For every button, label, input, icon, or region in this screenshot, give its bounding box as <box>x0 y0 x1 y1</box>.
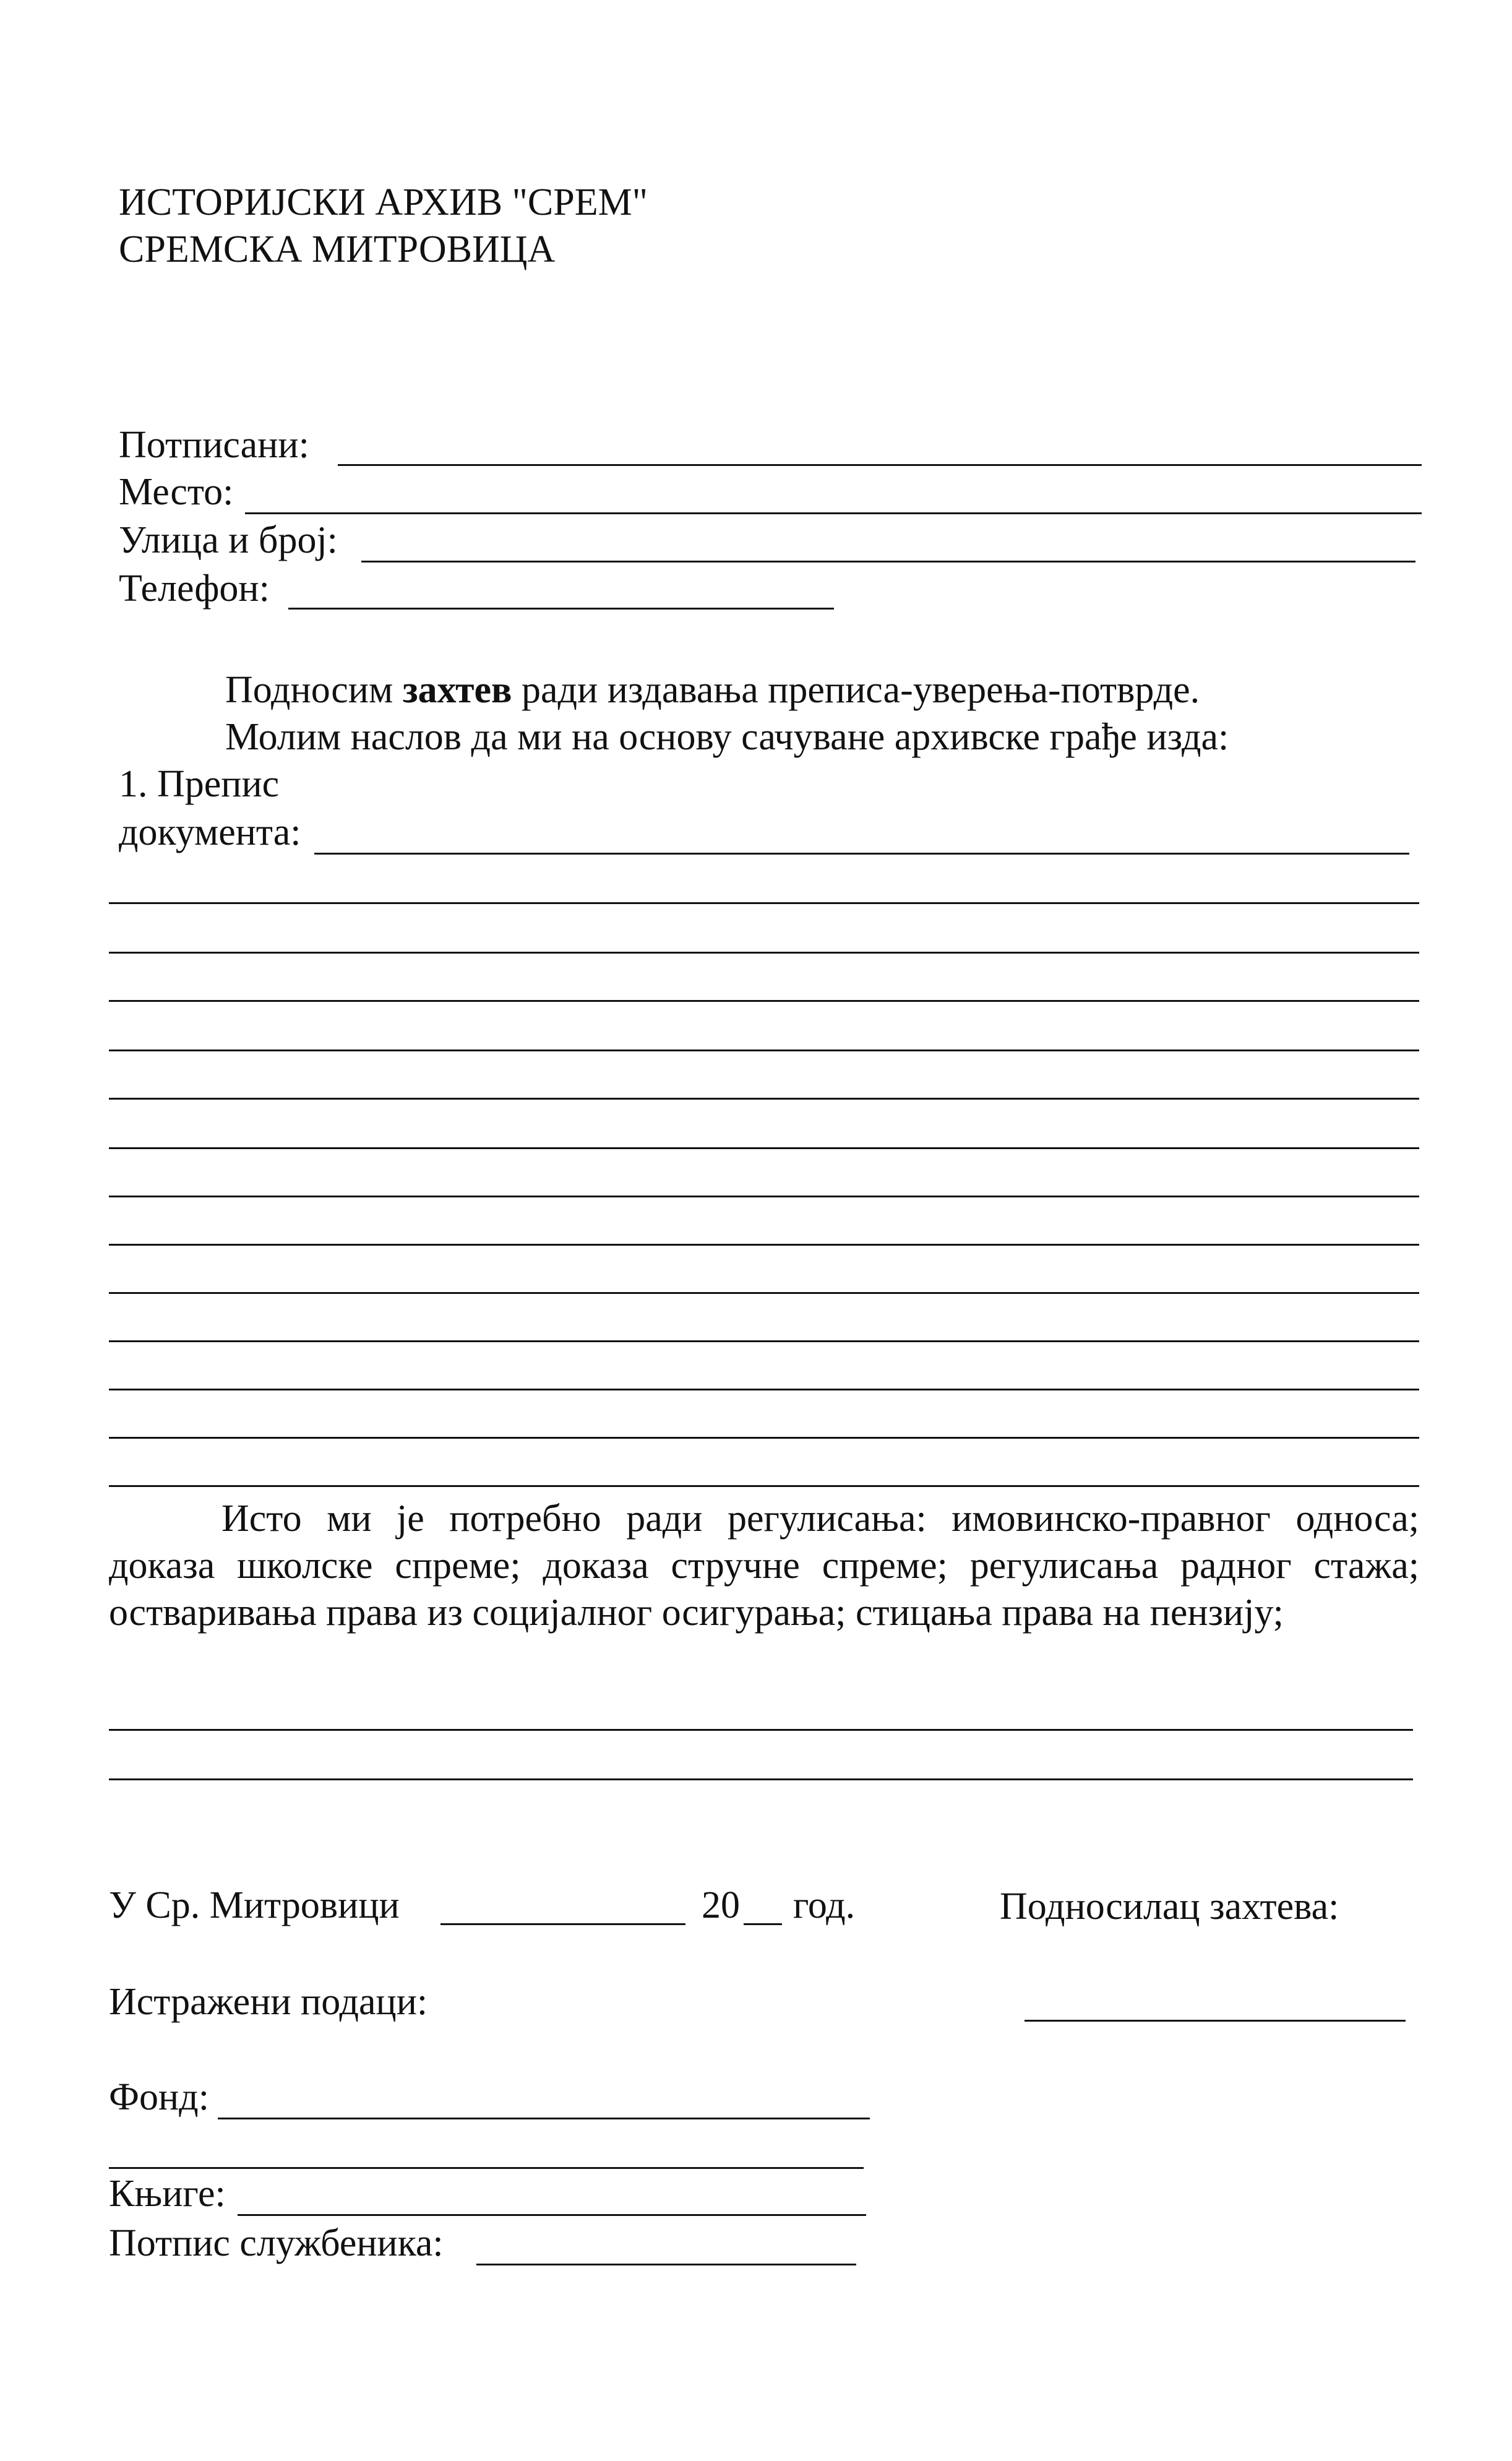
writing-line[interactable] <box>109 1292 1419 1294</box>
purpose-line[interactable] <box>109 1729 1413 1731</box>
researched-label: Истражени подаци: <box>109 1981 428 2023</box>
fond-field-extra[interactable] <box>109 2167 864 2169</box>
item-copy-label: 1. Препис <box>119 763 280 805</box>
fond-label: Фонд: <box>109 2076 209 2118</box>
applicant-signature-field[interactable] <box>1024 2020 1406 2022</box>
request-keyword: захтев <box>402 669 512 711</box>
writing-line[interactable] <box>109 902 1419 904</box>
writing-line[interactable] <box>109 1389 1419 1390</box>
writing-line[interactable] <box>109 1049 1419 1051</box>
fond-field[interactable] <box>218 2118 870 2119</box>
books-field[interactable] <box>238 2214 866 2216</box>
street-label: Улица и број: <box>119 519 338 561</box>
year-suffix: год. <box>793 1884 856 1926</box>
writing-line[interactable] <box>109 1147 1419 1149</box>
street-field[interactable] <box>361 561 1415 562</box>
writing-line[interactable] <box>109 1098 1419 1100</box>
issue-request-sentence: Молим наслов да ми на основу сачуване архивске грађе изда: <box>225 716 1229 758</box>
archive-city: СРЕМСКА МИТРОВИЦА <box>119 228 556 270</box>
document-field[interactable] <box>314 853 1409 855</box>
request-sentence: Подносим захтев ради издавања преписа-уверења-потврде. <box>225 669 1200 711</box>
writing-line[interactable] <box>109 952 1419 954</box>
writing-line[interactable] <box>109 1485 1419 1487</box>
archive-name: ИСТОРИЈСКИ АРХИВ "СРЕМ" <box>119 181 648 223</box>
writing-line[interactable] <box>109 1437 1419 1439</box>
year-prefix: 20 <box>702 1884 740 1926</box>
writing-line[interactable] <box>109 1340 1419 1342</box>
signed-field[interactable] <box>338 464 1422 466</box>
place-label: Место: <box>119 471 234 513</box>
phone-label: Телефон: <box>119 567 270 610</box>
clerk-signature-field[interactable] <box>476 2264 856 2265</box>
books-label: Књиге: <box>109 2173 226 2215</box>
applicant-label: Подносилац захтева: <box>1000 1886 1339 1928</box>
place-date-label: У Ср. Митровици <box>109 1884 400 1926</box>
clerk-signature-label: Потпис службеника: <box>109 2222 444 2264</box>
phone-field[interactable] <box>288 608 834 610</box>
purpose-paragraph: Исто ми је потребно ради регулисања: имовинско-правног односа; доказа школске спреме; доказа стручне спреме; регулисања радног стажа; остваривања права из социјалног осигурања; стицања права на пензију; <box>109 1498 1419 1634</box>
writing-line[interactable] <box>109 1196 1419 1197</box>
place-field[interactable] <box>245 512 1422 514</box>
year-field[interactable] <box>744 1923 782 1925</box>
document-label: документа: <box>119 811 301 853</box>
purpose-line[interactable] <box>109 1778 1413 1780</box>
date-field[interactable] <box>440 1923 685 1925</box>
writing-line[interactable] <box>109 1000 1419 1002</box>
signed-label: Потписани: <box>119 424 309 466</box>
writing-line[interactable] <box>109 1244 1419 1246</box>
